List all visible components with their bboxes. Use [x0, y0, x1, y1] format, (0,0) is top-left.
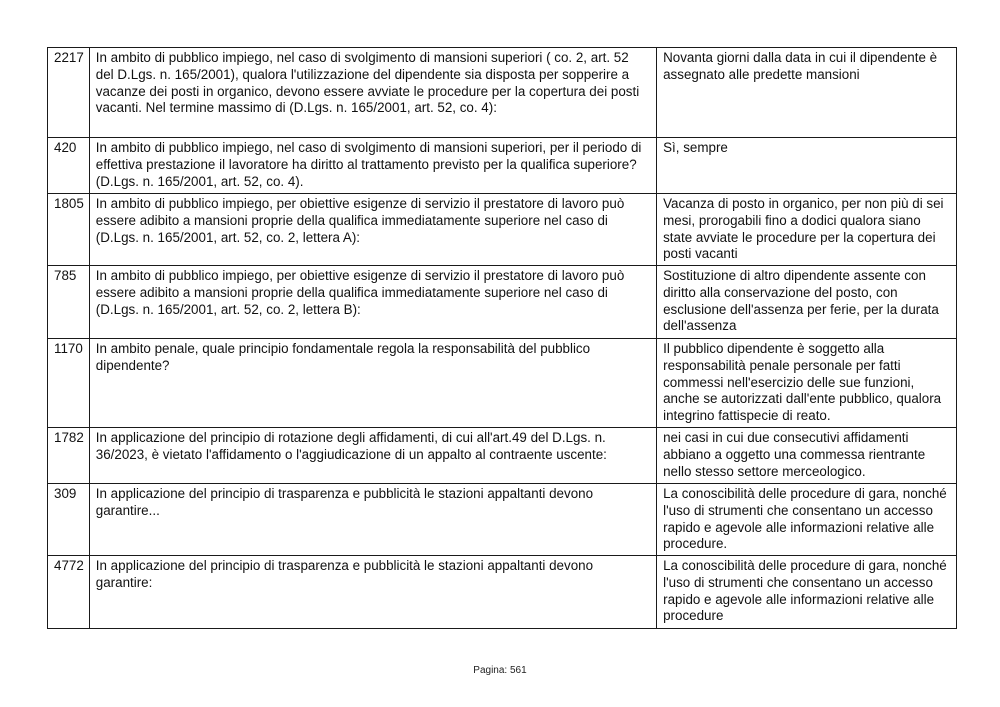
table-row [48, 339, 957, 428]
question-text: In ambito di pubblico impiego, nel caso di svolgimento di mansioni superiori, per il periodo di effettiva prestazione il lavoratore ha diritto al trattamento previsto per la qualifica superiore? (D.Lgs. n. 165/2001, art. 52, co. 4). [89, 138, 656, 194]
qa-table [47, 47, 957, 629]
question-text: In ambito di pubblico impiego, per obiettive esigenze di servizio il prestatore di lavoro può essere adibito a mansioni proprie della qualifica immediatamente superiore nel caso di (D.Lgs. n. 165/2001, art. 52, co. 2, lettera B): [89, 266, 656, 339]
question-id: 1170 [48, 339, 90, 428]
table-row [48, 556, 957, 629]
question-id: 2217 [48, 48, 90, 138]
answer-text: Novanta giorni dalla data in cui il dipendente è assegnato alle predette mansioni [657, 48, 957, 138]
answer-text: Vacanza di posto in organico, per non più di sei mesi, prorogabili fino a dodici qualora siano state avviate le procedure per la copertura dei posti vacanti [657, 194, 957, 266]
question-id: 1805 [48, 194, 90, 266]
question-text: In applicazione del principio di trasparenza e pubblicità le stazioni appaltanti devono garantire: [89, 556, 656, 629]
question-id: 420 [48, 138, 90, 194]
answer-text: Sì, sempre [657, 138, 957, 194]
question-id: 785 [48, 266, 90, 339]
question-text: In ambito di pubblico impiego, per obiettive esigenze di servizio il prestatore di lavoro può essere adibito a mansioni proprie della qualifica immediatamente superiore nel caso di (D.Lgs. n. 165/2001, art. 52, co. 2, lettera A): [89, 194, 656, 266]
question-text: In applicazione del principio di trasparenza e pubblicità le stazioni appaltanti devono garantire... [89, 484, 656, 556]
table-row [48, 428, 957, 484]
table-row [48, 194, 957, 266]
question-text: In applicazione del principio di rotazione degli affidamenti, di cui all'art.49 del D.Lgs. n. 36/2023, è vietato l'affidamento o l'aggiudicazione di un appalto al contraente uscente: [89, 428, 656, 484]
table-row [48, 266, 957, 339]
table-row [48, 138, 957, 194]
question-id: 4772 [48, 556, 90, 629]
answer-text: La conoscibilità delle procedure di gara, nonché l'uso di strumenti che consentano un accesso rapido e agevole alle informazioni relative alle procedure [657, 556, 957, 629]
answer-text: Il pubblico dipendente è soggetto alla responsabilità penale personale per fatti commessi nell'esercizio delle sue funzioni, anche se autorizzati dall'ente pubblico, qualora integrino fattispecie di reato. [657, 339, 957, 428]
question-id: 1782 [48, 428, 90, 484]
answer-text: La conoscibilità delle procedure di gara, nonché l'uso di strumenti che consentano un accesso rapido e agevole alle informazioni relative alle procedure. [657, 484, 957, 556]
question-id: 309 [48, 484, 90, 556]
table-row [48, 48, 957, 138]
question-text: In ambito penale, quale principio fondamentale regola la responsabilità del pubblico dipendente? [89, 339, 656, 428]
question-text: In ambito di pubblico impiego, nel caso di svolgimento di mansioni superiori ( co. 2, art. 52 del D.Lgs. n. 165/2001), qualora l'utilizzazione del dipendente sia disposta per sopperire a vacanze dei posti in organico, devono essere avviate le procedure per la copertura dei posti vacanti. Nel termine massimo di (D.Lgs. n. 165/2001, art. 52, co. 4): [89, 48, 656, 138]
answer-text: Sostituzione di altro dipendente assente con diritto alla conservazione del posto, con esclusione dell'assenza per ferie, per la durata dell'assenza [657, 266, 957, 339]
answer-text: nei casi in cui due consecutivi affidamenti abbiano a oggetto una commessa rientrante nello stesso settore merceologico. [657, 428, 957, 484]
table-row [48, 484, 957, 556]
page-number: Pagina: 561 [473, 665, 527, 676]
